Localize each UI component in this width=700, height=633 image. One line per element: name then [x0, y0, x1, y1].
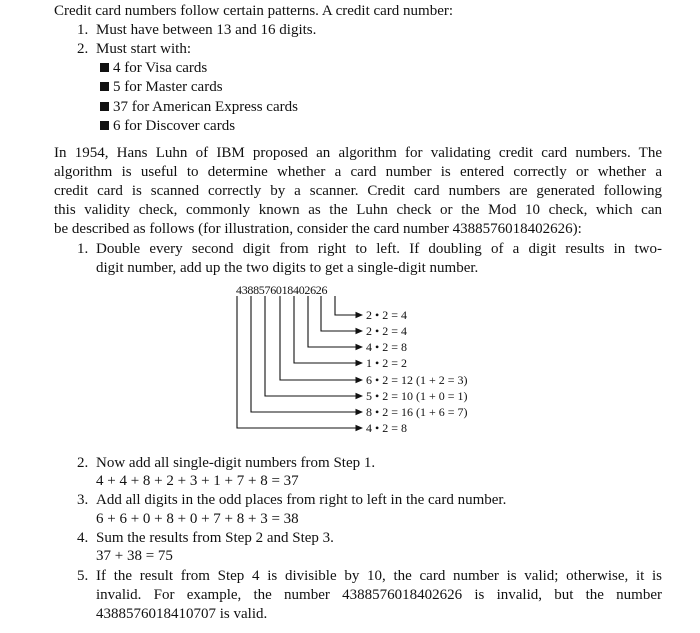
paragraph-line: In 1954, Hans Luhn of IBM proposed an algorithm for validating credit card numbers. The	[54, 145, 662, 161]
step-text: digit number, add up the two digits to get a single-digit number.	[96, 260, 479, 276]
step-text: If the result from Step 4 is divisible by 10, the card number is valid; otherwise, it is	[96, 568, 662, 584]
step-formula: 4 + 4 + 8 + 2 + 3 + 1 + 7 + 8 = 37	[96, 473, 299, 489]
rule-number: 1.	[77, 22, 89, 38]
paragraph-line: be described as follows (for illustration, consider the card number 4388576018402626):	[54, 221, 582, 237]
prefix-text: 37 for American Express cards	[113, 99, 298, 115]
card-number-label: 4388576018402626	[236, 283, 328, 297]
step-text: Sum the results from Step 2 and Step 3.	[96, 530, 334, 546]
step-number: 2.	[77, 455, 89, 471]
step-text: Double every second digit from right to left. If doubling of a digit results in two-	[96, 241, 662, 257]
step-formula: 37 + 38 = 75	[96, 548, 173, 564]
doubling-calc: 2 • 2 = 4	[366, 324, 407, 338]
prefix-text: 4 for Visa cards	[113, 60, 208, 76]
paragraph-line: this validity check, commonly known as the Luhn check or the Mod 10 check, which can	[54, 202, 662, 218]
doubling-calc: 6 • 2 = 12 (1 + 2 = 3)	[366, 373, 468, 387]
doubling-calc: 8 • 2 = 16 (1 + 6 = 7)	[366, 405, 468, 419]
step-text: invalid. For example, the number 4388576018402626 is invalid, but the number	[96, 587, 662, 603]
step-number: 1.	[77, 241, 89, 257]
bracket-arrow	[294, 296, 362, 363]
doubling-calc: 4 • 2 = 8	[366, 340, 407, 354]
bracket-arrow	[335, 296, 362, 315]
step-number: 4.	[77, 530, 89, 546]
prefix-text: 6 for Discover cards	[113, 118, 236, 134]
bracket-lines	[237, 296, 362, 428]
step-text: Now add all single-digit numbers from Step 1.	[96, 455, 376, 471]
rule-text: Must start with:	[96, 41, 192, 57]
bracket-arrow	[321, 296, 362, 331]
paragraph-line: credit card is scanned correctly by a scanner. Credit card numbers are generated following	[54, 183, 662, 199]
doubling-calc: 1 • 2 = 2	[366, 356, 407, 370]
step-text: 4388576018410707 is valid.	[96, 606, 268, 622]
doubling-calc: 2 • 2 = 4	[366, 308, 407, 322]
intro-text: Credit card numbers follow certain patterns. A credit card number:	[54, 3, 454, 19]
step-number: 3.	[77, 492, 89, 508]
paragraph-line: algorithm is useful to determine whether a card number is entered correctly or whether a	[54, 164, 662, 180]
step-number: 5.	[77, 568, 89, 584]
prefix-text: 5 for Master cards	[113, 79, 223, 95]
doubling-calc: 4 • 2 = 8	[366, 421, 407, 435]
doubling-calc: 5 • 2 = 10 (1 + 0 = 1)	[366, 389, 468, 403]
step-formula: 6 + 6 + 0 + 8 + 0 + 7 + 8 + 3 = 38	[96, 511, 299, 527]
bracket-arrow	[251, 296, 362, 412]
step-text: Add all digits in the odd places from right to left in the card number.	[96, 492, 507, 508]
bracket-arrow	[237, 296, 362, 428]
rule-text: Must have between 13 and 16 digits.	[96, 22, 317, 38]
rule-number: 2.	[77, 41, 89, 57]
